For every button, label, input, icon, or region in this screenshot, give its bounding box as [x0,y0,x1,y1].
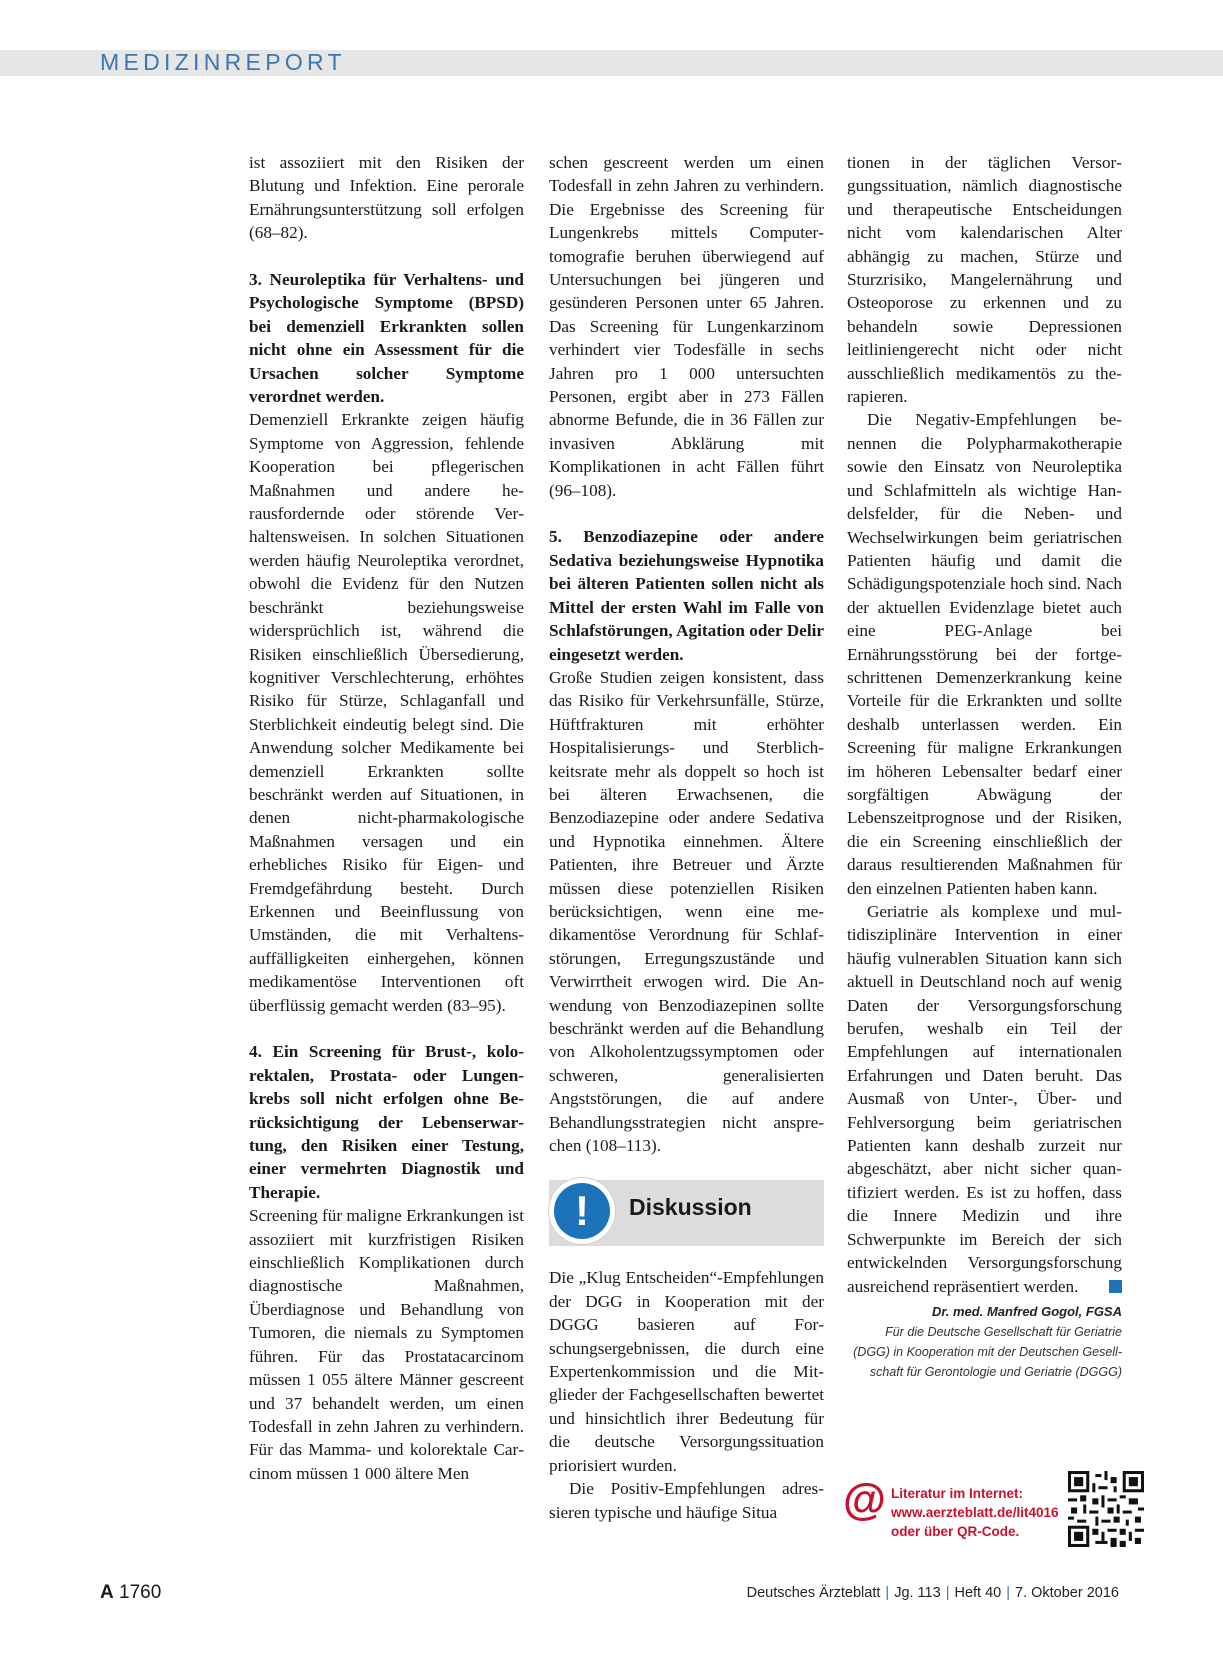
paragraph: Große Studien zeigen konsistent, dass das Risiko für Verkehrsunfälle, Stürze, Hüftfrakturen mit erhöhter Hospitalisierungs- und Sterblichkeitsrate mehr als doppelt so hoch ist bei älteren Erwachsenen, die Benzodiazepine oder andere Sedativa und Hypnotika einnehmen. Ältere Patienten, ihre Betreuer und Ärzte müssen diese potenziellen Risiken berücksichtigen, wenn eine medikamentöse Verordnung für Schlafstörungen, Erregungszustände und Verwirrtheit erwogen wird. Die Anwendung von Benzodiazepinen sollte beschränkt werden auf die Behandlung von Alkoholentzugssymptomen oder schweren, generalisierten Angststörungen, die auf andere Behandlungsstrategien nicht ansprechen (108–113). [549,667,824,1156]
page-prefix: A [100,1582,114,1603]
column-1 [249,151,524,1485]
paragraph [847,900,1122,1298]
column-3 [847,151,1122,1382]
end-mark-icon [1109,1280,1122,1293]
paragraph: Screening für maligne Erkrankungen ist assoziiert mit kurzfristigen Risiken einschließlich Komplikationen durch diagnostische Maßnahmen, Überdiagnose und Behandlung von Tumoren, die niemals zu Symptomen führen. Für das Prostatacarcinom müssen 1 055 ältere Männer gescreent und 37 behandelt werden, um einen Todesfall in zehn Jahren zu verhindern. Für das Mamma- und kolorektale Carcinom müssen 1 000 ältere Men [249,1206,524,1483]
literature-heading: Literatur im Internet: [891,1486,1024,1501]
page-number-value: 1760 [119,1582,162,1603]
paragraph: Die Negativ-Empfehlungen benennen die Polypharmakotherapie sowie den Einsatz von Neuroleptika und Schlafmitteln als wichtige Handelsfelder, für die Neben- und Wechselwirkungen beim geriatrischen Patienten häufig und damit die Schädigungspotenziale hoch sind. Nach der aktuellen Evidenzlage bietet auch eine PEG-Anlage bei Ernährungsstörung bei der fortgeschrittenen Demenzerkrankung keine Vorteile für die Erkrankten und sollte deshalb unterlassen werden. Ein Screening für maligne Erkrankungen im höheren Lebensalter bedarf einer sorgfältigen Abwägung der Lebenszeitprognose und der Risiken, die ein Screening einschließlich der daraus resultierenden Maßnahmen für den einzelnen Patienten haben kann. [847,410,1122,898]
author-block [847,1302,1122,1382]
recommendation-heading-5: 5. Benzodiazepine oder andere Sedativa beziehungsweise Hypnotika bei älteren Patienten sollen nicht als Mittel der ersten Wahl im Falle von Schlafstörungen, Agitation oder Delir eingesetzt werden. [549,527,824,664]
literature-link[interactable]: www.aerzteblatt.de/lit4016 [891,1505,1059,1520]
author-name: Dr. med. Manfred Gogol, FGSA [932,1303,1122,1319]
journal-date: 7. Oktober 2016 [1015,1585,1119,1601]
journal-volume: Jg. 113 [894,1585,941,1601]
column-2 [549,151,824,1524]
literature-qr-note: oder über QR-Code. [891,1524,1020,1539]
at-sign-icon: @ [843,1475,886,1524]
paragraph: Die „Klug Entscheiden“-Empfehlungen der DGG in Kooperation mit der DGGG basieren auf Forschungsergebnissen, die durch eine Expertenkommission und die Mitglieder der Fachgesellschaften bewertet und hinsichtlich ihrer Bedeutung für die deutsche Versorgungssituation priorisiert wurden. [549,1268,824,1475]
qr-code-icon[interactable] [1068,1471,1144,1547]
paragraph-text: Geriatrie als komplexe und multidisziplinäre Intervention in einer häufig vulnerablen Situation kann sich aktuell in Deutschland noch auf wenig Daten der Versorgungsforschung berufen, weshalb ein Teil der Empfehlungen auf internationalen Erfahrungen und Daten beruht. Das Ausmaß von Unter-, Über- und Fehlversorgung beim geriatrischen Patienten kann deshalb zurzeit nur abgeschätzt, aber nicht sicher quantifiziert werden. Es ist zu hoffen, dass die Innere Medizin und ihre Schwerpunkte im Bereich der sich entwickelnden Versorgungsforschung ausreichend repräsentiert werden. [847,902,1122,1296]
footer-citation: Deutsches Ärzteblatt | Jg. 113 | Heft 40 | 7. Oktober 2016 [746,1585,1119,1601]
author-affiliation: Für die Deutsche Gesellschaft für Geriatrie (DGG) in Kooperation mit der Deutschen Gesellschaft für Gerontologie und Geriatrie (DGGG) [853,1324,1122,1379]
recommendation-heading-4: 4. Ein Screening für Brust-, kolorektalen, Prostata- oder Lungenkrebs soll nicht erfolgen ohne Berücksichtigung der Lebenserwartung, den Risiken einer Testung, einer vermehrten Diagnostik und Therapie. [249,1042,524,1202]
recommendation-heading-3: 3. Neuroleptika für Verhaltens- und Psychologische Symptome (BPSD) bei demenziell Erkrankten sollen nicht ohne ein Assessment für die Ursachen solcher Symptome verordnet werden. [249,270,524,407]
discussion-box [549,1180,824,1246]
page-number [100,1582,161,1604]
discussion-title: Diskussion [629,1194,752,1221]
journal-issue: Heft 40 [954,1585,1002,1601]
paragraph: Die Positiv-Empfehlungen adressieren typische und häufige Situa [549,1479,824,1522]
paragraph: Demenziell Erkrankte zeigen häufig Symptome von Aggression, fehlende Kooperation bei pflegerischen Maßnahmen und andere herausfordernde oder störende Verhaltensweisen. In solchen Situationen werden häufig Neuroleptika verordnet, obwohl die Evidenz für den Nutzen beschränkt beziehungsweise widersprüchlich ist, während die Risiken einschließlich Übersedierung, kognitiver Verschlechterung, erhöhtes Risiko für Stürze, Schlaganfall und Sterblichkeit eindeutig belegt sind. Die Anwendung solcher Medikamente bei demenziell Erkrankten sollte beschränkt werden auf Situationen, in denen nicht-pharmakologische Maßnahmen versagen und ein erhebliches Risiko für Eigen- und Fremdgefährdung besteht. Durch Erkennen und Beeinflussung von Umständen, die mit Verhaltensauffälligkeiten einhergehen, können medikamentöse Interventionen oft überflüssig gemacht werden (83–95). [249,410,524,1015]
journal-name: Deutsches Ärzteblatt [746,1585,881,1601]
exclamation-icon: ! [549,1178,615,1244]
literature-text [891,1484,1059,1541]
paragraph: tionen in der täglichen Versorgungssituation, nämlich diagnostische und therapeutische Entscheidungen nicht vom kalendarischen Alter abhängig zu machen, Stürze und Sturzrisiko, Mangelernährung und Osteoporose zu erkennen und zu behandeln sowie Depressionen leitliniengerecht nicht oder nicht ausschließlich medikamentös zu therapieren. [847,153,1122,407]
paragraph: schen gescreent werden um einen Todesfall in zehn Jahren zu verhindern. Die Ergebnisse des Screening für Lungenkrebs mittels Computertomografie beruhen überwiegend auf Untersuchungen bei jüngeren und gesünderen Personen unter 65 Jahren. Das Screening für Lungenkarzinom verhindert vier Todesfälle in sechs Jahren pro 1 000 untersuchten Personen, ergibt aber in 273 Fällen abnorme Befunde, die in 36 Fällen zur invasiven Abklärung mit Komplikationen in acht Fällen führt (96–108). [549,153,824,500]
paragraph: ist assoziiert mit den Risiken der Blutung und Infektion. Eine perorale Ernährungsunterstützung soll erfolgen (68–82). [249,153,524,243]
section-title: MEDIZINREPORT [100,49,346,75]
